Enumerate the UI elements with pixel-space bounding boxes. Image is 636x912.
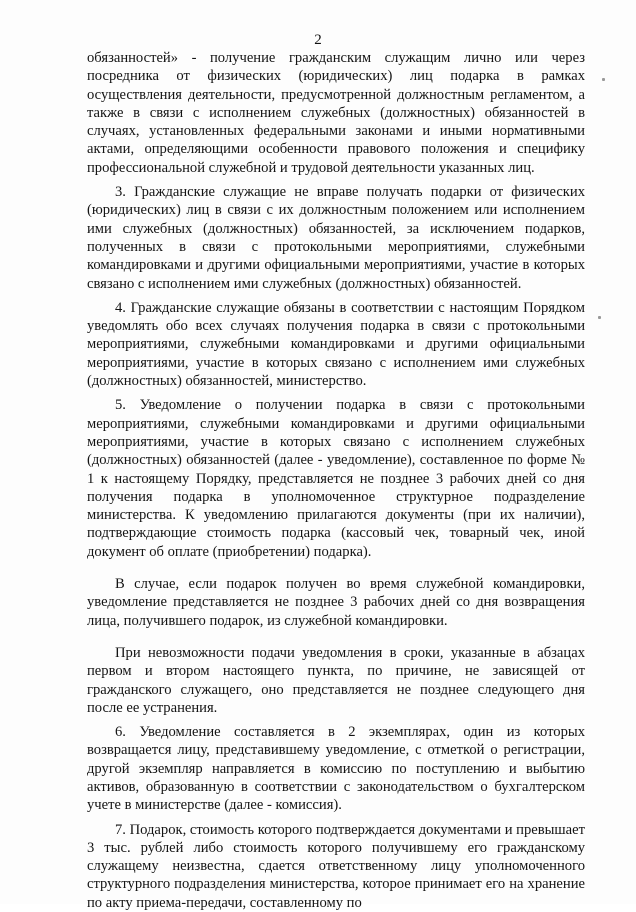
scan-speck	[598, 316, 601, 319]
paragraph-item-5-business-trip: В случае, если подарок получен во время служебной командировки, уведомление представляется не позднее 3 рабочих дней со дня возвращения лица, получившего подарок, из служебной командировки.	[87, 576, 585, 629]
paragraph-item-7: 7. Подарок, стоимость которого подтверждается документами и превышает 3 тыс. рублей либо стоимость которого получившему его гражданскому служащему неизвестна, сдается ответственному лицу уполномоченного структурного подразделения министерства, которое принимает его на хранение по акту приема-передачи, составленному по	[87, 821, 586, 911]
paragraph-item-5: 5. Уведомление о получении подарка в связи с протокольными мероприятиями, служебными командировками и другими официальными мероприятиями, участие в которых связано с исполнением служебных (должностных) обязанностей (далее - уведомление), составленное по форме № 1 к настоящему Порядку, представляется не позднее 3 рабочих дней со дня получения подарка в уполномоченное структурное подразделение министерства. К уведомлению прилагаются документы (при их наличии), подтверждающие стоимость подарка (кассовый чек, товарный чек, иной документ об оплате (приобретении) подарка).	[87, 397, 585, 560]
paragraph-item-5-late-notice: При невозможности подачи уведомления в сроки, указанные в абзацах первом и втором настоящего пункта, по причине, не зависящей от гражданского служащего, оно представляется не позднее следующего дня после ее устранения.	[87, 644, 585, 716]
page-number: 2	[314, 32, 322, 48]
scan-speck	[602, 78, 605, 81]
paragraph-continuation: обязанностей» - получение гражданским служащим лично или через посредника от физических (юридических) лиц подарка в рамках осуществления деятельности, предусмотренной должностным регламентом, а также в связи с исполнением служебных (должностных) обязанностей в случаях, установленных федеральными законами и иными нормативными актами, определяющими особенности правового положения и специфику профессиональной служебной и трудовой деятельности указанных лиц.	[87, 50, 585, 176]
paragraph-item-6: 6. Уведомление составляется в 2 экземплярах, один из которых возвращается лицу, представившему уведомление, с отметкой о регистрации, другой экземпляр направляется в комиссию по поступлению и выбытию активов, образованную в соответствии с законодательством о бухгалтерском учете в министерстве (далее - комиссия).	[87, 724, 585, 814]
paragraph-item-3: 3. Гражданские служащие не вправе получать подарки от физических (юридических) лиц в связи с их должностным положением или исполнением ими служебных (должностных) обязанностей, за исключением подарков, полученных в связи с протокольными мероприятиями, служебными командировками и другими официальными мероприятиями, участие в которых связано с исполнением ими служебных (должностных) обязанностей.	[87, 184, 585, 292]
paragraph-item-4: 4. Гражданские служащие обязаны в соответствии с настоящим Порядком уведомлять обо всех случаях получения подарка в связи с протокольными мероприятиями, служебными командировками и другими официальными мероприятиями, участие в которых связано с исполнением ими служебных (должностных) обязанностей, министерство.	[87, 299, 585, 390]
document-body	[87, 49, 585, 912]
